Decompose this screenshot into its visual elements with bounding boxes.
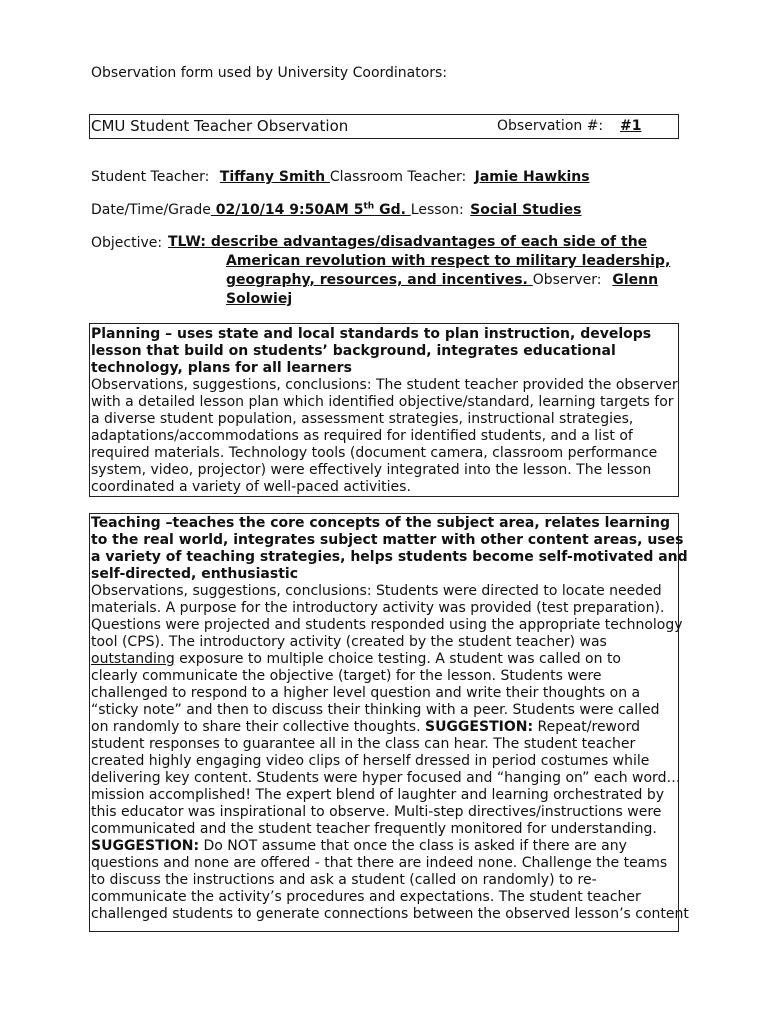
planning-body: Observations, suggestions, conclusions: The student teacher provided the observer with a detailed lesson plan which identified objective/standard, learning targets for a diverse student population, assessment strategies, instructional strategies, adaptations/accommodations as required for identified students, and a list of required materials. Technology tools (document camera, classroom performance system, video, projector) were effectively integrated into the lesson. The lesson coordinated a variety of well-paced activities. <box>91 377 678 495</box>
observation-number-value: #1 <box>620 118 642 134</box>
teaching-body: Observations, suggestions, conclusions: Students were directed to locate needed materials. A purpose for the introductory activity was provided (test preparation). Questions were projected and students responded using the appropriate technology tool (CPS). The introductory activity (created by the student teacher) was outstanding exposure to multiple choice testing. A student was called on to clearly communicate the objective (target) for the lesson. Students were challenged to respond to a higher level question and write their thoughts on a “sticky note” and then to discuss their thinking with a peer. Students were called on randomly to share their collective thoughts. SUGGESTION: Repeat/reword student responses to guarantee all in the class can hear. The student teacher created highly engaging video clips of herself dressed in period costumes while delivering key content. Students were hyper focused and “hanging on” each word… mission accomplished! The expert blend of laughter and learning orchestrated by this educator was inspirational to observe. Multi-step directives/instructions were communicated and the student teacher frequently monitored for understanding. SUGGESTION: Do NOT assume that once the class is asked if there are any questions and none are offered - that there are indeed none. Challenge the teams to discuss the instructions and ask a student (called on randomly) to re- communicate the activity’s procedures and expectations. The student teacher challenged students to generate connections between the observed lesson’s content <box>91 583 689 922</box>
objective-label: Objective: <box>91 235 163 251</box>
observation-header-box <box>89 114 679 139</box>
student-teacher-row <box>91 169 590 186</box>
observation-number-label: Observation #: <box>497 118 604 134</box>
date-row <box>91 202 581 219</box>
date-label: Date/Time/Grade <box>91 202 211 218</box>
observer-value: Glenn <box>612 272 659 288</box>
lesson-label: Lesson: <box>410 202 464 218</box>
form-title: CMU Student Teacher Observation <box>91 117 349 135</box>
observer-label: Observer: <box>532 272 602 288</box>
objective-line-1: TLW: describe advantages/disadvantages of each side of the <box>168 234 648 250</box>
suggestion-label: SUGGESTION: <box>91 838 200 854</box>
date-value: 02/10/14 9:50AM 5th Gd. <box>210 201 411 218</box>
lesson-value: Social Studies <box>470 202 582 218</box>
classroom-teacher-value: Jamie Hawkins <box>474 169 590 185</box>
student-teacher-value: Tiffany Smith <box>219 169 330 185</box>
observer-value-line-2: Solowiej <box>226 291 293 307</box>
classroom-teacher-label: Classroom Teacher: <box>329 169 467 185</box>
planning-section <box>89 323 679 497</box>
objective-line-2: American revolution with respect to military leadership, <box>226 253 671 269</box>
outstanding-text: outstanding <box>91 651 175 667</box>
suggestion-label: SUGGESTION: <box>424 719 534 735</box>
objective-line-3: geography, resources, and incentives. Observer: Glenn <box>226 272 659 288</box>
teaching-section <box>89 513 689 932</box>
intro-text: Observation form used by University Coordinators: <box>91 65 448 81</box>
planning-heading: Planning – uses state and local standards to plan instruction, develops lesson that build on students’ background, integrates educational technology, plans for all learners <box>91 326 652 376</box>
teaching-heading: Teaching –teaches the core concepts of the subject area, relates learning to the real world, integrates subject matter with other content areas, uses a variety of teaching strategies, helps students become self-motivated and self-directed, enthusiastic <box>91 515 688 582</box>
student-teacher-label: Student Teacher: <box>91 169 210 185</box>
